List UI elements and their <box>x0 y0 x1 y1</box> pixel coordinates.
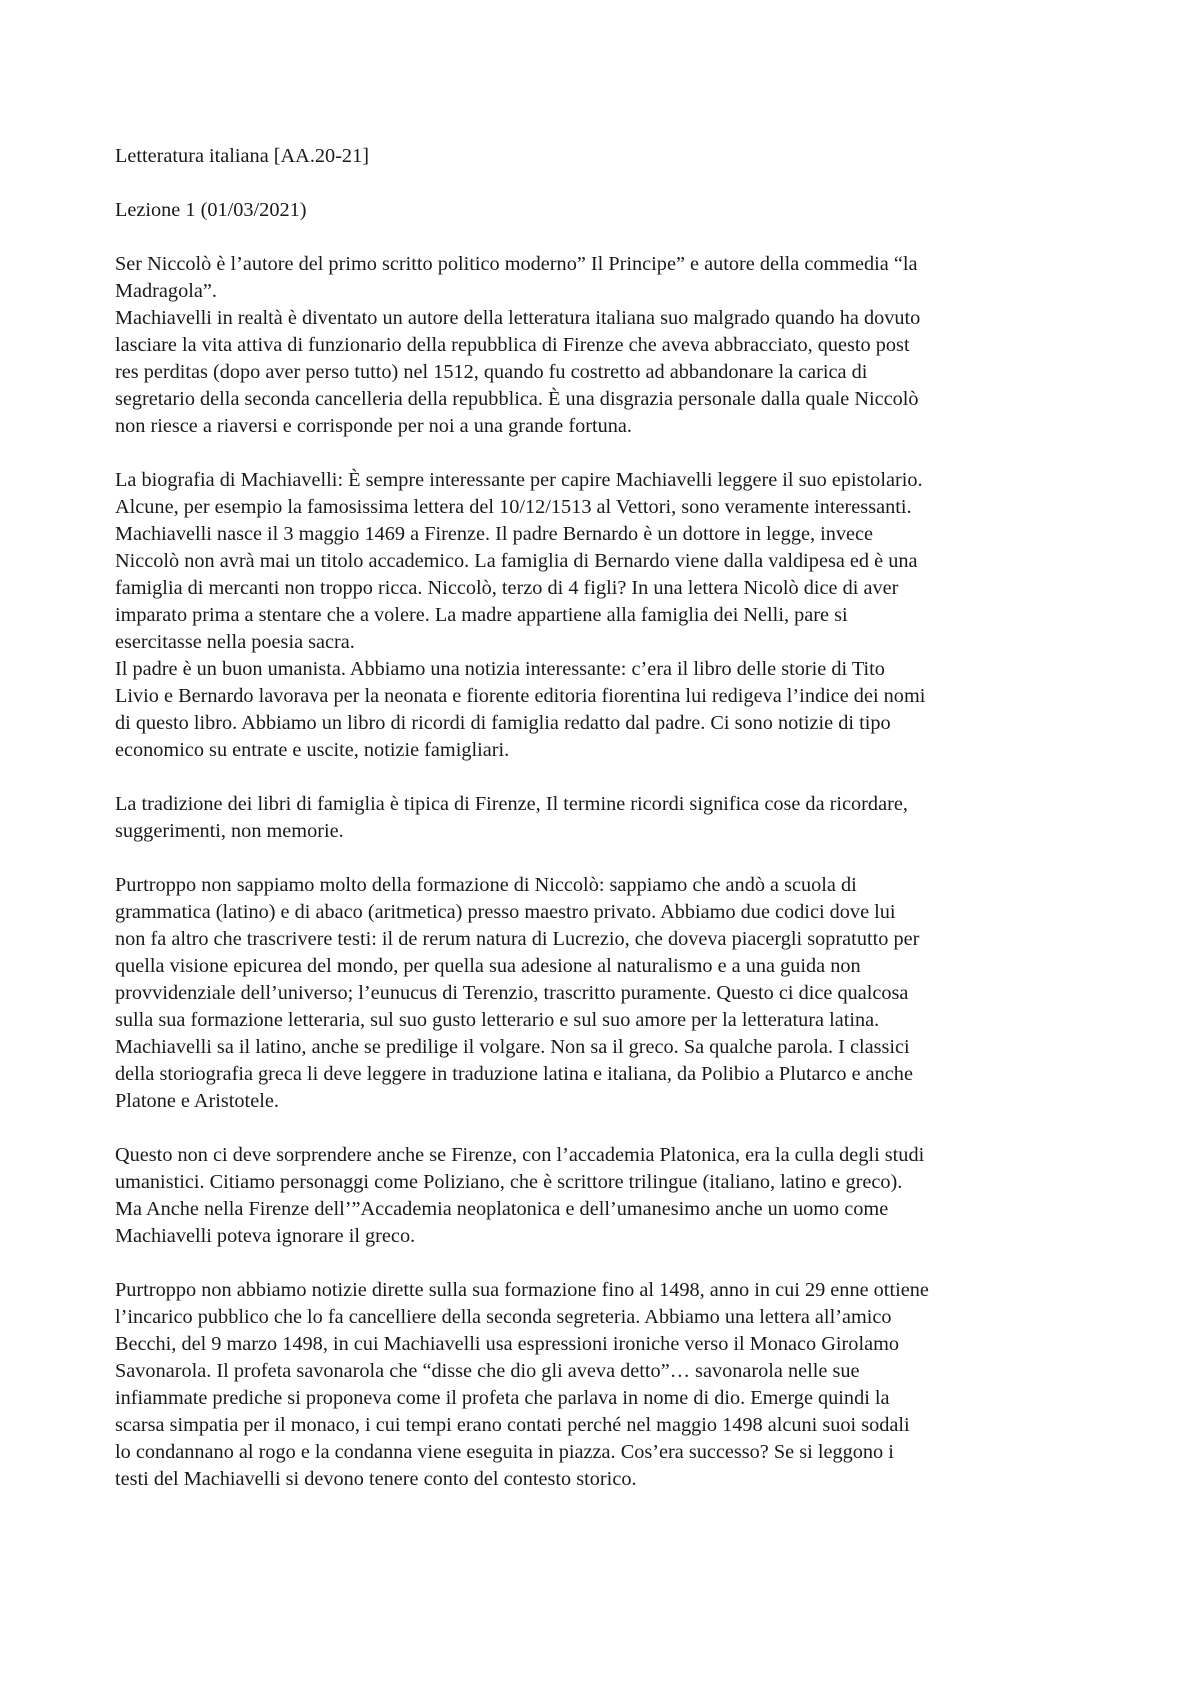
document-title: Letteratura italiana [AA.20-21] <box>115 145 369 167</box>
spacer <box>115 224 1105 251</box>
paragraph-line: infiammate prediche si proponeva come il profeta che parlava in nome di dio. Emerge quindi la <box>115 1387 890 1409</box>
paragraph-line: di questo libro. Abbiamo un libro di ricordi di famiglia redatto dal padre. Ci sono notizie di tipo <box>115 712 891 734</box>
paragraph-line: non fa altro che trascrivere testi: il de rerum natura di Lucrezio, che doveva piacergli sopratutto per <box>115 928 920 950</box>
paragraph-line: La tradizione dei libri di famiglia è tipica di Firenze, Il termine ricordi significa cose da ricordare, <box>115 793 908 815</box>
spacer <box>115 1115 1105 1142</box>
paragraph-line: economico su entrate e uscite, notizie famigliari. <box>115 739 510 761</box>
paragraph-line: Livio e Bernardo lavorava per la neonata e fiorente editoria fiorentina lui redigeva l’indice dei nomi <box>115 685 926 707</box>
paragraph-line: suggerimenti, non memorie. <box>115 820 344 842</box>
paragraphs-container <box>115 251 1105 1493</box>
paragraph <box>115 251 1105 440</box>
spacer <box>115 764 1105 791</box>
document-body <box>115 143 1105 1493</box>
paragraph-line: lasciare la vita attiva di funzionario della repubblica di Firenze che aveva abbracciato, questo post <box>115 334 910 356</box>
paragraph-line: sulla sua formazione letteraria, sul suo gusto letterario e sul suo amore per la letteratura latina. <box>115 1009 880 1031</box>
paragraph-line: La biografia di Machiavelli: È sempre interessante per capire Machiavelli leggere il suo epistolario. <box>115 469 923 491</box>
paragraph-line: umanistici. Citiamo personaggi come Poliziano, che è scrittore trilingue (italiano, latino e greco). <box>115 1171 903 1193</box>
paragraph-line: esercitasse nella poesia sacra. <box>115 631 355 653</box>
paragraph-line: segretario della seconda cancelleria della repubblica. È una disgrazia personale dalla quale Niccolò <box>115 388 919 410</box>
paragraph <box>115 1277 1105 1493</box>
paragraph-line: Machiavelli nasce il 3 maggio 1469 a Firenze. Il padre Bernardo è un dottore in legge, invece <box>115 523 874 545</box>
paragraph-line: Machiavelli poteva ignorare il greco. <box>115 1225 416 1247</box>
paragraph-line: provvidenziale dell’universo; l’eunucus di Terenzio, trascritto puramente. Questo ci dice qualcosa <box>115 982 909 1004</box>
paragraph <box>115 791 1105 845</box>
paragraph-line: l’incarico pubblico che lo fa cancelliere della seconda segreteria. Abbiamo una lettera all’amico <box>115 1306 892 1328</box>
paragraph-line: testi del Machiavelli si devono tenere conto del contesto storico. <box>115 1468 637 1490</box>
paragraph-line: Savonarola. Il profeta savonarola che “disse che dio gli aveva detto”… savonarola nelle sue <box>115 1360 860 1382</box>
paragraph <box>115 1142 1105 1250</box>
lesson-heading: Lezione 1 (01/03/2021) <box>115 199 307 221</box>
paragraph <box>115 467 1105 764</box>
paragraph-line: Ma Anche nella Firenze dell’”Accademia neoplatonica e dell’umanesimo anche un uomo come <box>115 1198 889 1220</box>
paragraph-line: Niccolò non avrà mai un titolo accademico. La famiglia di Bernardo viene dalla valdipesa ed è una <box>115 550 918 572</box>
paragraph-line: res perditas (dopo aver perso tutto) nel 1512, quando fu costretto ad abbandonare la carica di <box>115 361 868 383</box>
paragraph-line: Becchi, del 9 marzo 1498, in cui Machiavelli usa espressioni ironiche verso il Monaco Girolamo <box>115 1333 899 1355</box>
paragraph-line: Madragola”. <box>115 280 217 302</box>
paragraph-line: quella visione epicurea del mondo, per quella sua adesione al naturalismo e a una guida non <box>115 955 861 977</box>
paragraph-line: Ser Niccolò è l’autore del primo scritto politico moderno” Il Principe” e autore della commedia “la <box>115 253 918 275</box>
spacer <box>115 170 1105 197</box>
paragraph-line: Purtroppo non abbiamo notizie dirette sulla sua formazione fino al 1498, anno in cui 29 enne ottiene <box>115 1279 929 1301</box>
paragraph-line: scarsa simpatia per il monaco, i cui tempi erano contati perché nel maggio 1498 alcuni suoi sodali <box>115 1414 910 1436</box>
paragraph-line: imparato prima a stentare che a volere. La madre appartiene alla famiglia dei Nelli, pare si <box>115 604 848 626</box>
spacer <box>115 845 1105 872</box>
paragraph-line: Platone e Aristotele. <box>115 1090 279 1112</box>
paragraph-line: famiglia di mercanti non troppo ricca. Niccolò, terzo di 4 figli? In una lettera Nicolò dice di aver <box>115 577 899 599</box>
paragraph-line: Machiavelli sa il latino, anche se predilige il volgare. Non sa il greco. Sa qualche parola. I classici <box>115 1036 910 1058</box>
paragraph-line: Alcune, per esempio la famosissima lettera del 10/12/1513 al Vettori, sono veramente interessanti. <box>115 496 912 518</box>
paragraph-line: lo condannano al rogo e la condanna viene eseguita in piazza. Cos’era successo? Se si leggono i <box>115 1441 894 1463</box>
paragraph-line: Purtroppo non sappiamo molto della formazione di Niccolò: sappiamo che andò a scuola di <box>115 874 857 896</box>
paragraph-line: non riesce a riaversi e corrisponde per noi a una grande fortuna. <box>115 415 632 437</box>
paragraph-line: Machiavelli in realtà è diventato un autore della letteratura italiana suo malgrado quando ha dovuto <box>115 307 921 329</box>
paragraph-line: della storiografia greca li deve leggere in traduzione latina e italiana, da Polibio a Plutarco e anche <box>115 1063 913 1085</box>
paragraph-line: grammatica (latino) e di abaco (aritmetica) presso maestro privato. Abbiamo due codici dove lui <box>115 901 896 923</box>
spacer <box>115 440 1105 467</box>
paragraph-line: Il padre è un buon umanista. Abbiamo una notizia interessante: c’era il libro delle storie di Tito <box>115 658 885 680</box>
paragraph <box>115 872 1105 1115</box>
spacer <box>115 1250 1105 1277</box>
paragraph-line: Questo non ci deve sorprendere anche se Firenze, con l’accademia Platonica, era la culla degli studi <box>115 1144 925 1166</box>
